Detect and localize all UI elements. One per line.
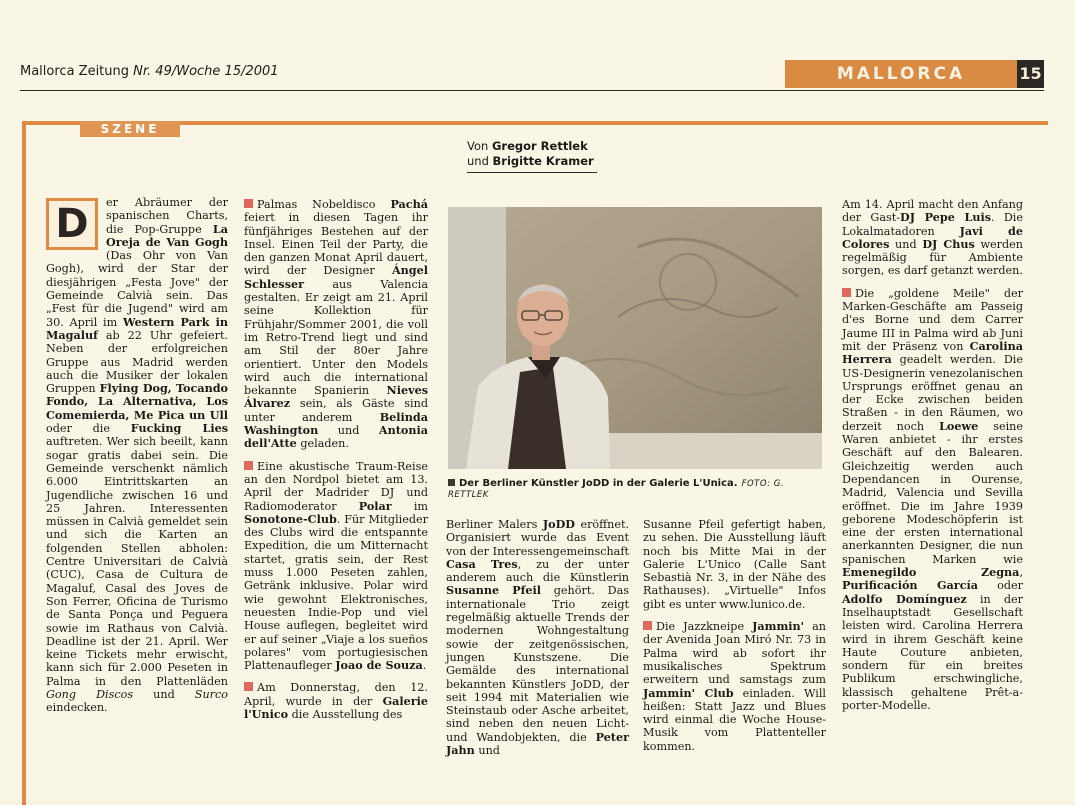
publication-line [20, 64, 279, 79]
photo-caption: Der Berliner Künstler JoDD in der Galerie L'Unica. FOTO: G. RETTLEK [448, 478, 785, 500]
paragraph-marker [643, 621, 652, 630]
author-1: Gregor Rettlek [491, 139, 588, 153]
caption-marker [448, 479, 455, 486]
author-2: Brigitte Kramer [492, 154, 594, 168]
szene-tab: SZENE [80, 121, 180, 137]
paragraph-marker [244, 199, 253, 208]
page-number: 15 [1017, 60, 1044, 88]
paragraph: Am Donnerstag, den 12. April, wurde in der Galerie l'Unico die Ausstellung des [244, 681, 428, 721]
article-column-5 [842, 198, 1023, 712]
publication-name: Mallorca Zeitung [20, 64, 130, 79]
dropcap: D [46, 198, 98, 250]
photo-credit: FOTO: G. RETTLEK [448, 479, 785, 500]
paragraph: Eine akustische Traum-Reise an den Nordpol bietet am 13. April der Madrider DJ und Radiomoderator Polar im Sonotone-Club. Für Mitglieder des Clubs wird die entspannte Expedition, die um Mitternacht startet, gratis sein, der Rest muss 1.000 Peseten zahlen, Getränk inklusive. Polar wird wie gewohnt Elektronisches, neuesten Indie-Pop und viel House auflegen, begleitet wird er auf seiner „Viaje a los sueños polares" vom portugiesischen Plattenaufleger Joao de Souza. [244, 459, 429, 673]
paragraph: Palmas Nobeldisco Pachá feiert in diesen Tagen ihr fünfjähriges Bestehen auf der Insel. Einen Teil der Party, die den ganzen Monat April dauert, wird der Designer Ángel Schlesser aus Valencia gestalten. Er zeigt am 21. April seine Kollektion für Frühjahr/Sommer 2001, die voll im Retro-Trend liegt und sind am Stil der 80er Jahre orientiert. Unter den Models wird auch die international bekannte Spanierin Nieves Álvarez sein, als Gäste sind unter anderem Belinda Washington und Antonia dell'Atte geladen. [244, 197, 428, 451]
page-header [20, 58, 1044, 91]
article-column-4 [643, 518, 826, 753]
paragraph: Die „goldene Meile" der Marken-Geschäfte am Passeig d'es Borne und dem Carrer Jaume III in Palma wird ab Juni mit der Präsenz von Carolina Herrera geadelt werden. Die US-Designerin venezolanischen Ursprungs eröffnet genau an der Ecke zwischen beiden Straßen - in den Räumen, wo derzeit noch Loewe seine Waren anbietet - ihr erstes Geschäft auf den Balearen. Gleichzeitig werden auch Dependancen in Ourense, Madrid, Valencia und Sevilla eröffnet. Die im Jahre 1939 geborene Modeschöpferin ist eine der ersten international anerkannten Designer, die nun spanischen Marken wie Emenegildo Zegna, Purificación García oder Adolfo Domínguez in der Inselhauptstadt Gesellschaft leisten wird. Carolina Herrera wird in ihrem Geschäft keine Haute Couture anbieten, sondern für ein breites Publikum erschwingliche, klassisch gehaltene Prêt-a-porter-Modelle. [842, 286, 1023, 712]
paragraph-marker [244, 682, 253, 691]
article-column-1 [46, 196, 228, 715]
byline: Von Gregor Rettlek und Brigitte Kramer [467, 139, 597, 173]
article-column-2 [244, 198, 428, 721]
article-photo [448, 207, 822, 469]
paragraph: Die Jazzkneipe Jammin' an der Avenida Joan Miró Nr. 73 in Palma wird ab sofort ihr musikalisches Spektrum erweitern und samstags zum Jammin' Club einladen. Will heißen: Statt Jazz und Blues wird einmal die Woche House-Musik vom Plattenteller kommen. [643, 619, 826, 753]
paragraph: Am 14. April macht den Anfang der Gast-DJ Pepe Luis. Die Lokalmatadoren Javi de Colores und DJ Chus werden regelmäßig für Ambiente sorgen, es darf getanzt werden. [842, 198, 1024, 278]
paragraph: Berliner Malers JoDD eröffnet. Organisiert wurde das Event von der Interessengemeinschaft Casa Tres, zu der unter anderem auch die Künstlerin Susanne Pfeil gehört. Das internationale Trio zeigt regelmäßig aktuelle Trends der modernen Wohngestaltung sowie der zeitgenössischen, jungen Kunstszene. Die Gemälde des international bekannten Künstlers JoDD, der seit 1994 mit Materialien wie Steinstaub oder Asche arbeitet, sind neben den neuen Licht- und Wandobjekten, die Peter Jahn und [446, 517, 629, 758]
paragraph: D er Abräumer der spanischen Charts, die Pop-Gruppe La Oreja de Van Gogh (Das Ohr von Van Gogh), wird der Star der diesjährigen „Festa Jove" der Gemeinde Calvià sein. Das „Fest für die Jugend" wird am 30. April im Western Park in Magaluf ab 22 Uhr gefeiert. Neben der erfolgreichen Gruppe aus Madrid werden auch die Musiker der lokalen Gruppen Flying Dog, Tocando Fondo, La Alternativa, Los Comemierda, Me Pica un Ull oder die Fucking Lies auftreten. Wer sich beeilt, kann sogar gratis dabei sein. Die Gemeinde verschenkt nämlich 6.000 Eintrittskarten an Jugendliche zwischen 16 und 25 Jahren. Interessenten müssen in Calvià gemeldet sein und sich die Karten an folgenden Stellen abholen: Centre Universitari de Calvià (CUC), Casa de Cultura de Magaluf, Casal des Joves de Son Ferrer, Oficina de Turismo de Santa Ponça und Peguera sowie im Rathaus von Calvià. Deadline ist der 21. April. Wer keine Tickets mehr erwischt, kann sich für 2.000 Peseten in Palma in den Plattenläden Gong Discos und Surco eindecken. [46, 196, 229, 715]
article-column-3 [446, 518, 629, 757]
paragraph: Susanne Pfeil gefertigt haben, zu sehen. Die Ausstellung läuft noch bis Mitte Mai in der Galerie L'Unico (Calle Sant Sebastià Nr. 3, in der Nähe des Rathauses). „Virtuelle" Infos gibt es unter www.lunico.de. [643, 518, 826, 611]
issue-info: Nr. 49/Woche 15/2001 [133, 64, 279, 79]
section-label: MALLORCA [785, 60, 1017, 88]
paragraph-marker [842, 288, 851, 297]
paragraph-marker [244, 461, 253, 470]
photo-artist-in-gallery [448, 207, 822, 469]
